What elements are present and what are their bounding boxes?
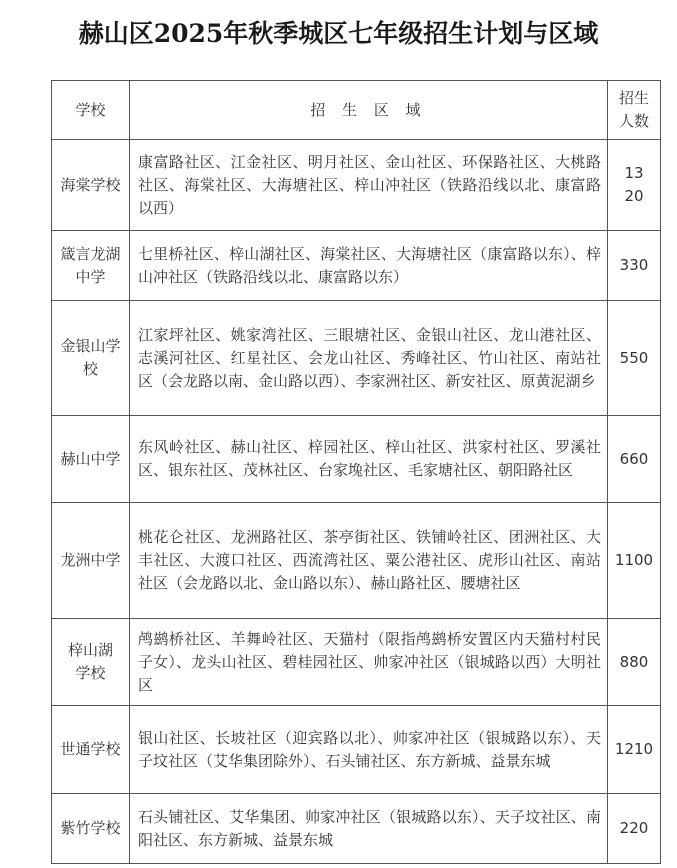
enrollment-area: 江家坪社区、姚家湾社区、三眼塘社区、金银山社区、龙山港社区、志溪河社区、红星社区、会龙山社区、秀峰社区、竹山社区、南站社区（会龙路以南、金山路以西）、李家洲社区、新安社区、原黄泥湖乡	[130, 301, 608, 416]
table-row	[52, 231, 661, 301]
table-row	[52, 794, 661, 864]
enrollment-count: 880	[608, 619, 661, 706]
school-name: 梓山湖学校	[52, 619, 130, 706]
school-name: 海棠学校	[52, 140, 130, 231]
school-name: 世通学校	[52, 706, 130, 794]
enrollment-area: 东风岭社区、赫山社区、梓园社区、梓山社区、洪家村社区、罗溪社区、银东社区、茂林社区、台家堍社区、毛家塘社区、朝阳路社区	[130, 416, 608, 503]
enrollment-area: 康富路社区、江金社区、明月社区、金山社区、环保路社区、大桃路社区、海棠社区、大海塘社区、梓山冲社区（铁路沿线以北、康富路以西）	[130, 140, 608, 231]
header-area: 招 生 区 域	[130, 81, 608, 140]
enrollment-area: 石头铺社区、艾华集团、帅家冲社区（银城路以东）、天子坟社区、南阳社区、东方新城、益景东城	[130, 794, 608, 864]
school-name: 金银山学校	[52, 301, 130, 416]
table-row	[52, 301, 661, 416]
page-title: 赫山区2025年秋季城区七年级招生计划与区域	[78, 19, 599, 48]
school-name: 紫竹学校	[52, 794, 130, 864]
enrollment-area: 七里桥社区、梓山湖社区、海棠社区、大海塘社区（康富路以东）、梓山冲社区（铁路沿线以北、康富路以东）	[130, 231, 608, 301]
enrollment-count: 330	[608, 231, 661, 301]
enrollment-area: 鸬鹚桥社区、羊舞岭社区、天猫村（限指鸬鹚桥安置区内天猫村村民子女）、龙头山社区、碧桂园社区、帅家冲社区（银城路以西）大明社区	[130, 619, 608, 706]
school-name: 箴言龙湖中学	[52, 231, 130, 301]
enrollment-count: 1210	[608, 706, 661, 794]
enrollment-count: 1320	[608, 140, 661, 231]
enrollment-count: 220	[608, 794, 661, 864]
school-name: 龙洲中学	[52, 503, 130, 619]
enrollment-count: 660	[608, 416, 661, 503]
header-count: 招生人数	[608, 81, 661, 140]
table-row	[52, 619, 661, 706]
enrollment-area: 银山社区、长坡社区（迎宾路以北）、帅家冲社区（银城路以东）、天子坟社区（艾华集团除外）、石头铺社区、东方新城、益景东城	[130, 706, 608, 794]
header-school: 学校	[52, 81, 130, 140]
table-row	[52, 706, 661, 794]
enrollment-table	[51, 80, 661, 864]
enrollment-area: 桃花仑社区、龙洲路社区、茶亭街社区、铁铺岭社区、团洲社区、大丰社区、大渡口社区、西流湾社区、粟公港社区、虎形山社区、南站社区（会龙路以北、金山路以东）、赫山路社区、腰塘社区	[130, 503, 608, 619]
table-row	[52, 140, 661, 231]
school-name: 赫山中学	[52, 416, 130, 503]
enrollment-count: 1100	[608, 503, 661, 619]
table-row	[52, 416, 661, 503]
enrollment-count: 550	[608, 301, 661, 416]
table-header-row	[52, 81, 661, 140]
table-row	[52, 503, 661, 619]
